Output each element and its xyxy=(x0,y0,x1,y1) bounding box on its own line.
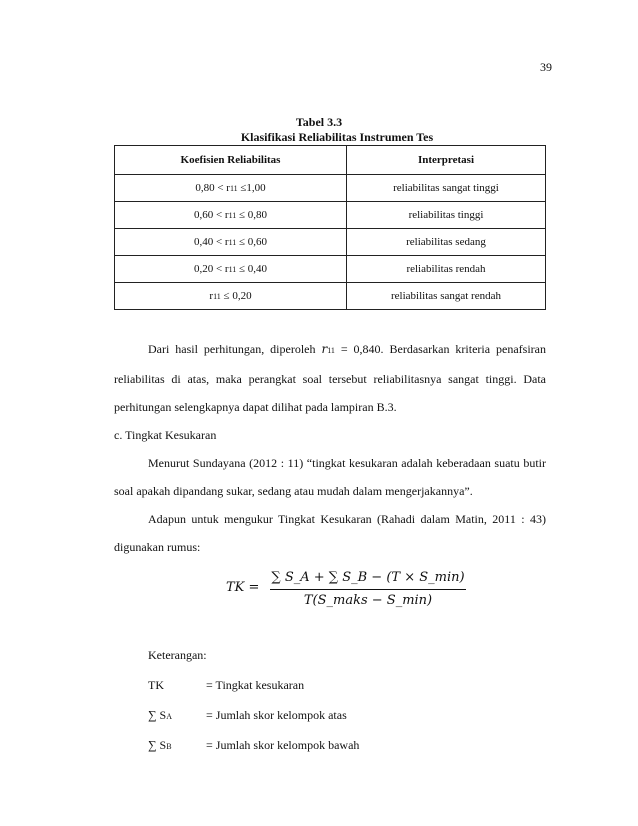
table-header-row xyxy=(115,146,546,175)
coefficient-range: 0,60 < r11 ≤ 0,80 xyxy=(115,202,347,229)
table-row xyxy=(115,202,546,229)
fraction-bar xyxy=(270,589,466,590)
formula-numerator: ∑ S_A + ∑ S_B − (T × S_min) xyxy=(271,570,465,585)
table-caption xyxy=(0,115,638,145)
formula-lhs: TK = xyxy=(226,580,260,595)
keterangan-item: ∑ SA = Jumlah skor kelompok atas xyxy=(148,708,347,722)
keterangan-item: TK = Tingkat kesukaran xyxy=(148,678,305,692)
interpretation: reliabilitas sangat tinggi xyxy=(347,175,546,202)
page-number: 39 xyxy=(540,60,552,74)
coefficient-range: r11 ≤ 0,20 xyxy=(115,283,347,310)
formula-denominator: T(S_maks − S_min) xyxy=(303,593,433,608)
interpretation: reliabilitas sedang xyxy=(347,229,546,256)
paragraph-definition: Menurut Sundayana (2012 : 11) “tingkat kesukaran adalah keberadaan suatu butir soal apakah dipandang sukar, sedang atau mudah dalam mengerjakannya”. xyxy=(114,456,546,498)
table-title: Klasifikasi Reliabilitas Instrumen Tes xyxy=(240,130,434,144)
interpretation: reliabilitas rendah xyxy=(347,256,546,283)
keterangan-list xyxy=(148,640,359,760)
header-koefisien: Koefisien Reliabilitas xyxy=(115,146,347,175)
table-row xyxy=(115,175,546,202)
table-label: Tabel 3.3 xyxy=(295,115,343,129)
reliability-classification-table xyxy=(114,145,546,310)
interpretation: reliabilitas sangat rendah xyxy=(347,283,546,310)
coefficient-range: 0,20 < r11 ≤ 0,40 xyxy=(115,256,347,283)
paragraph-reliability-result: Dari hasil perhitungan, diperoleh r11 = 0,840. Berdasarkan kriteria penafsiran reliabilitas di atas, maka perangkat soal tersebut reliabilitasnya sangat tinggi. Data perhitungan selengkapnya dapat dilihat pada lampiran B.3. xyxy=(114,342,547,414)
formula-fraction xyxy=(270,568,466,611)
section-heading-tingkat-kesukaran: c. Tingkat Kesukaran xyxy=(114,428,217,442)
table-row xyxy=(115,229,546,256)
table-row xyxy=(115,256,546,283)
body-text xyxy=(114,335,546,561)
keterangan-label: Keterangan: xyxy=(148,648,207,662)
table-row xyxy=(115,283,546,310)
header-interpretasi: Interpretasi xyxy=(347,146,546,175)
interpretation: reliabilitas tinggi xyxy=(347,202,546,229)
keterangan-item: ∑ SB = Jumlah skor kelompok bawah xyxy=(148,738,360,752)
paragraph-formula-intro: Adapun untuk mengukur Tingkat Kesukaran (Rahadi dalam Matin, 2011 : 43) digunakan rumus: xyxy=(114,512,546,554)
coefficient-range: 0,40 < r11 ≤ 0,60 xyxy=(115,229,347,256)
coefficient-range: 0,80 < r11 ≤1,00 xyxy=(115,175,347,202)
